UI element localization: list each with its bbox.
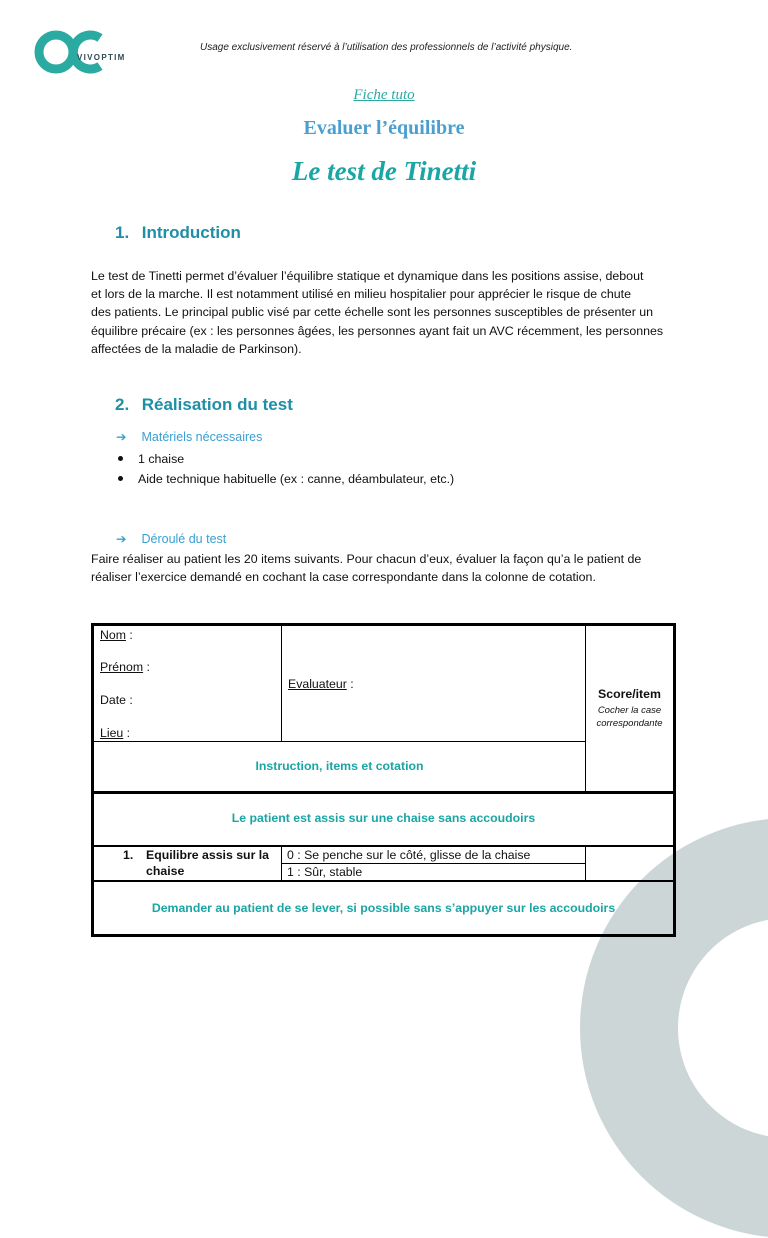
item-option-0: 0 : Se penche sur le côté, glisse de la chaise [287,848,531,862]
nom-label: Nom [100,628,126,642]
section-seated-header: Le patient est assis sur une chaise sans accoudoirs [231,811,536,825]
logo-text: VIVOPTIM [77,53,126,62]
label-colon: : [125,628,133,642]
bullet-icon [118,456,123,461]
table-line [281,847,282,881]
section-number: 2. [115,395,130,414]
list-item [118,470,454,490]
arrow-right-icon: ➔ [116,532,127,546]
section-realisation-heading [115,395,293,415]
intro-line: équilibre précaire (ex : les personnes âgées, les personnes ayant fait un AVC récemment, les personnes [91,323,664,338]
score-item-header: Score/item [598,687,661,701]
instruction-header: Instruction, items et cotation [255,759,424,773]
section-number: 1. [115,223,130,242]
intro-paragraph [91,267,677,358]
label-colon: : [346,677,354,691]
materiels-heading [116,429,262,444]
arrow-right-icon: ➔ [116,430,127,444]
table-border [673,623,676,937]
subtitle: Evaluer l’équilibre [303,117,465,139]
date-field-label: Date : [100,693,133,707]
table-line [94,741,585,742]
table-line [94,880,673,882]
deroule-line: réaliser l’exercice demandé en cochant la case correspondante dans la colonne de cotation. [91,570,596,585]
tinetti-table [91,623,676,937]
materiels-heading-text: Matériels nécessaires [141,430,263,444]
table-line [94,845,673,847]
list-item [118,450,454,470]
prenom-label: Prénom [100,660,144,674]
table-line [282,863,585,864]
deroule-heading-text: Déroulé du test [141,532,227,546]
item-number: 1. [123,848,134,862]
section-title: Introduction [141,223,241,242]
evaluateur-field-label [288,677,354,691]
section-stand-header: Demander au patient de se lever, si possible sans s’appuyer sur les accoudoirs [151,901,616,915]
prenom-field-label [100,660,150,674]
page-title: Le test de Tinetti [291,156,477,186]
usage-note: Usage exclusivement réservé à l’utilisation des professionnels de l’activité physique. [200,42,573,53]
list-item-text: Aide technique habituelle (ex : canne, déambulateur, etc.) [138,472,455,486]
section-title: Réalisation du test [141,395,293,414]
bullet-icon [118,476,123,481]
deroule-paragraph [91,550,677,586]
deroule-line: Faire réaliser au patient les 20 items suivants. Pour chacun d’eux, évaluer la façon qu’a le patient de [91,552,642,566]
table-line [585,847,586,881]
materiels-list [118,450,454,490]
table-border [91,934,676,937]
label-colon: : [143,660,150,674]
list-item-text: 1 chaise [138,452,185,466]
fiche-tuto-title: Fiche tuto [353,87,415,103]
label-colon: : [123,726,131,740]
table-border [91,623,676,626]
section-introduction-heading [115,223,241,243]
item-option-1: 1 : Sûr, stable [287,865,363,879]
evaluateur-label: Evaluateur [288,677,347,691]
nom-field-label [100,628,133,642]
item-label-line: Equilibre assis sur la [146,848,270,862]
deroule-heading [116,531,226,546]
score-note-line: Cocher la case [597,705,662,716]
table-line [94,791,673,794]
lieu-label: Lieu [100,726,124,740]
lieu-field-label [100,726,130,740]
intro-line: et lors de la marche. Il est notamment utilisé en milieu hospitalier pour apprécier le risque de chute [91,287,631,302]
table-border [91,623,94,937]
table-line [281,626,282,742]
intro-line: des patients. Le principal public visé par cette échelle sont les personnes susceptibles de présenter un [91,305,654,320]
item-label-line: chaise [146,864,185,878]
intro-line: Le test de Tinetti permet d’évaluer l’équilibre statique et dynamique dans les positions assise, debout [91,269,644,283]
score-note-line: correspondante [596,718,663,729]
intro-line: affectées de la maladie de Parkinson). [91,341,302,356]
